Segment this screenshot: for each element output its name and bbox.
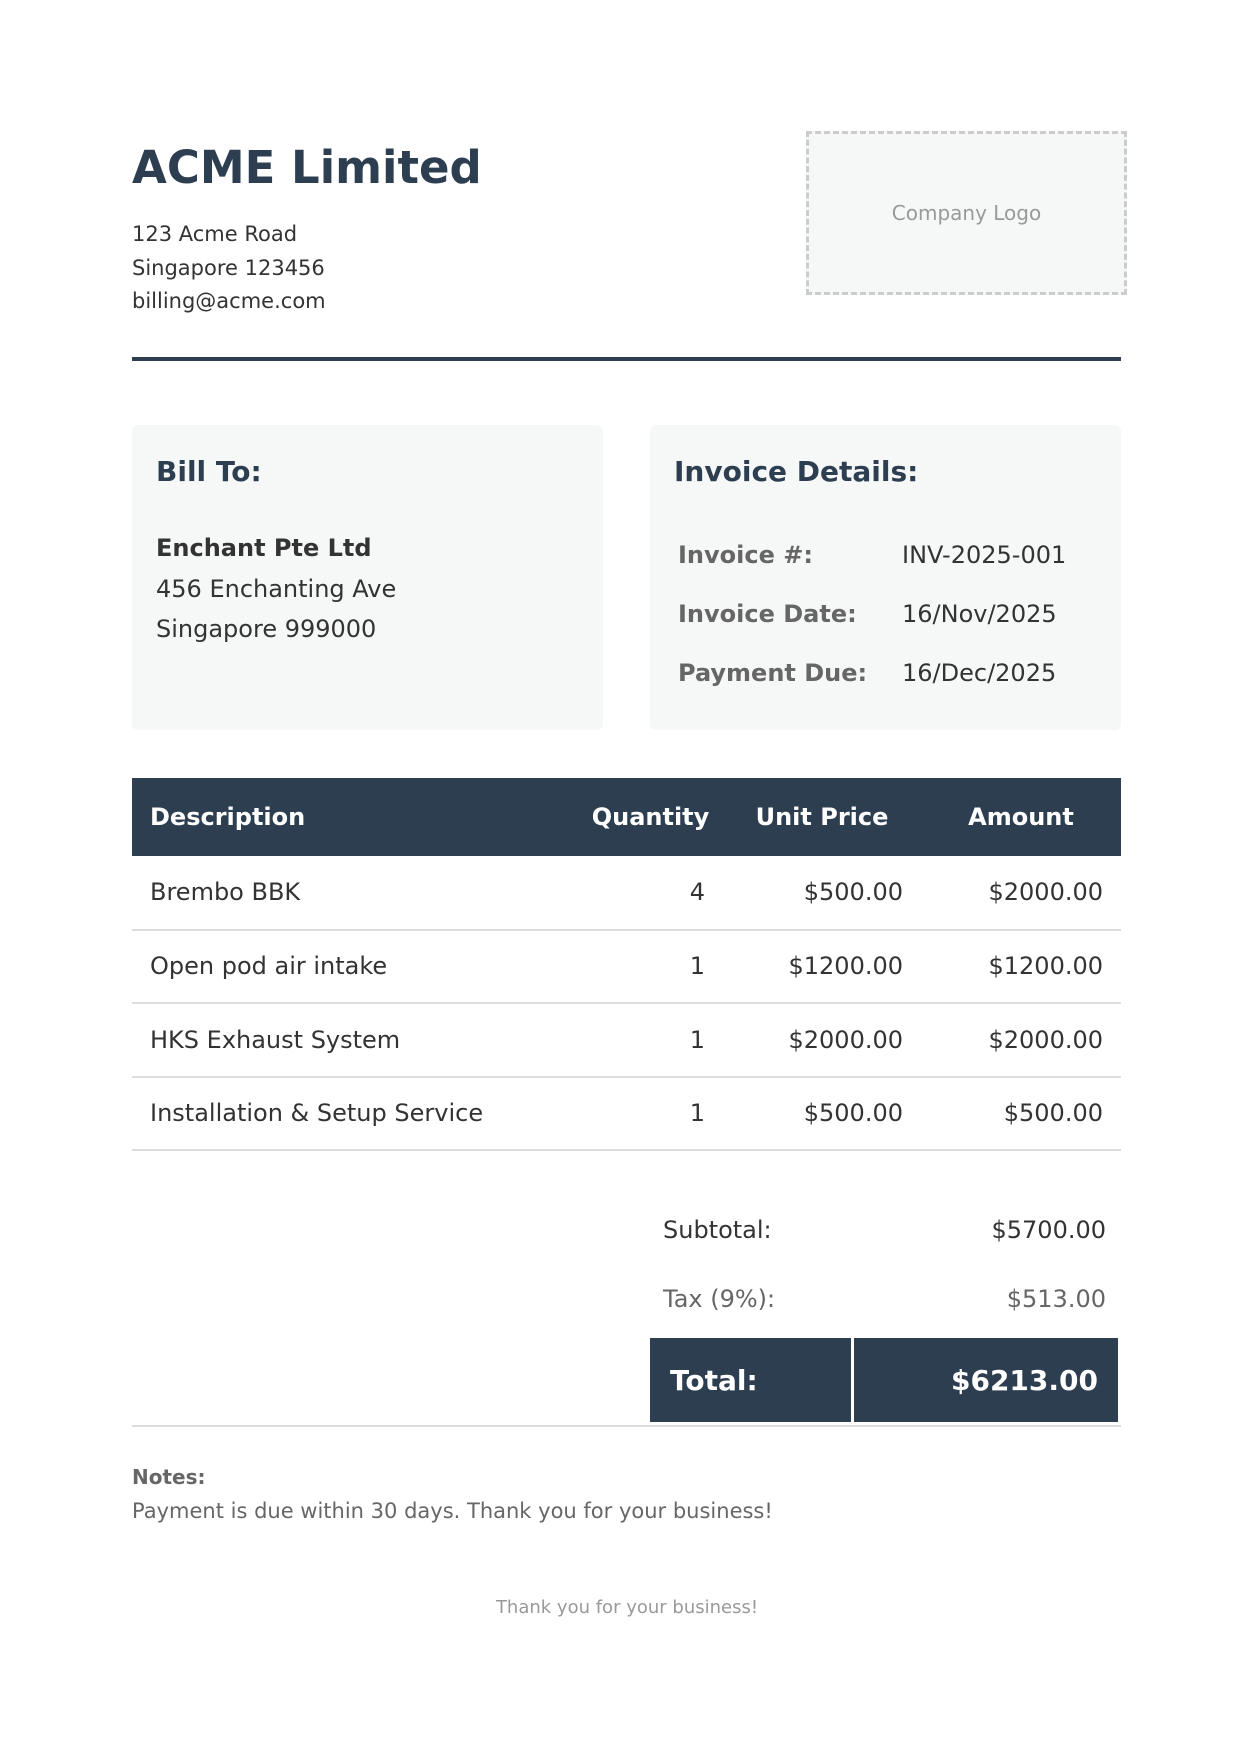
item-amount: $500.00 bbox=[921, 1077, 1121, 1151]
header-quantity: Quantity bbox=[560, 778, 723, 856]
company-address-line1: 123 Acme Road bbox=[132, 222, 298, 246]
header-unit-price: Unit Price bbox=[723, 778, 921, 856]
table-row bbox=[132, 930, 1121, 1004]
invoice-number-value: INV-2025-001 bbox=[902, 541, 1067, 569]
bill-to-panel bbox=[132, 425, 603, 730]
tax-value: $513.00 bbox=[1006, 1285, 1106, 1313]
company-email: billing@acme.com bbox=[132, 289, 326, 313]
total-value-cell bbox=[854, 1338, 1118, 1422]
invoice-details-panel bbox=[650, 425, 1121, 730]
item-quantity: 1 bbox=[560, 1003, 723, 1077]
tax-label: Tax (9%): bbox=[663, 1285, 776, 1313]
item-description: Brembo BBK bbox=[132, 856, 560, 930]
item-amount: $1200.00 bbox=[921, 930, 1121, 1004]
item-unit-price: $500.00 bbox=[723, 1077, 921, 1151]
invoice-date-label: Invoice Date: bbox=[678, 600, 857, 628]
item-quantity: 4 bbox=[560, 856, 723, 930]
header-divider bbox=[132, 357, 1121, 361]
notes-label: Notes: bbox=[132, 1465, 206, 1489]
totals-divider bbox=[132, 1425, 1121, 1427]
line-items-table bbox=[132, 778, 1121, 1151]
company-address-line2: Singapore 123456 bbox=[132, 255, 325, 280]
footer-text: Thank you for your business! bbox=[495, 1597, 759, 1618]
company-address bbox=[132, 218, 326, 319]
total-label: Total: bbox=[670, 1363, 758, 1397]
total-label-cell bbox=[650, 1338, 851, 1422]
table-row bbox=[132, 856, 1121, 930]
table-row bbox=[132, 1077, 1121, 1151]
item-description: Installation & Setup Service bbox=[132, 1077, 560, 1151]
payment-due-value: 16/Dec/2025 bbox=[902, 659, 1057, 687]
company-logo-placeholder bbox=[806, 131, 1127, 295]
item-description: Open pod air intake bbox=[132, 930, 560, 1004]
subtotal-value: $5700.00 bbox=[991, 1216, 1106, 1244]
company-name: ACME Limited bbox=[132, 141, 482, 194]
logo-placeholder-text: Company Logo bbox=[891, 201, 1042, 225]
item-amount: $2000.00 bbox=[921, 856, 1121, 930]
invoice-details-title: Invoice Details: bbox=[674, 455, 919, 488]
table-header-row bbox=[132, 778, 1121, 856]
item-quantity: 1 bbox=[560, 1077, 723, 1151]
item-unit-price: $500.00 bbox=[723, 856, 921, 930]
bill-to-address bbox=[156, 528, 396, 650]
item-quantity: 1 bbox=[560, 930, 723, 1004]
total-value: $6213.00 bbox=[950, 1363, 1098, 1397]
payment-due-label: Payment Due: bbox=[678, 659, 868, 687]
client-name: Enchant Pte Ltd bbox=[156, 534, 372, 562]
invoice-date-value: 16/Nov/2025 bbox=[902, 600, 1057, 628]
table-row bbox=[132, 1003, 1121, 1077]
item-unit-price: $2000.00 bbox=[723, 1003, 921, 1077]
client-address-line2: Singapore 999000 bbox=[156, 615, 377, 643]
item-unit-price: $1200.00 bbox=[723, 930, 921, 1004]
item-amount: $2000.00 bbox=[921, 1003, 1121, 1077]
client-address-line1: 456 Enchanting Ave bbox=[156, 574, 397, 603]
header-description: Description bbox=[132, 778, 560, 856]
invoice-number-label: Invoice #: bbox=[678, 541, 813, 569]
bill-to-title: Bill To: bbox=[156, 455, 262, 488]
item-description: HKS Exhaust System bbox=[132, 1003, 560, 1077]
subtotal-label: Subtotal: bbox=[663, 1216, 772, 1244]
notes-text: Payment is due within 30 days. Thank you for your business! bbox=[132, 1499, 773, 1523]
header-amount: Amount bbox=[921, 778, 1121, 856]
